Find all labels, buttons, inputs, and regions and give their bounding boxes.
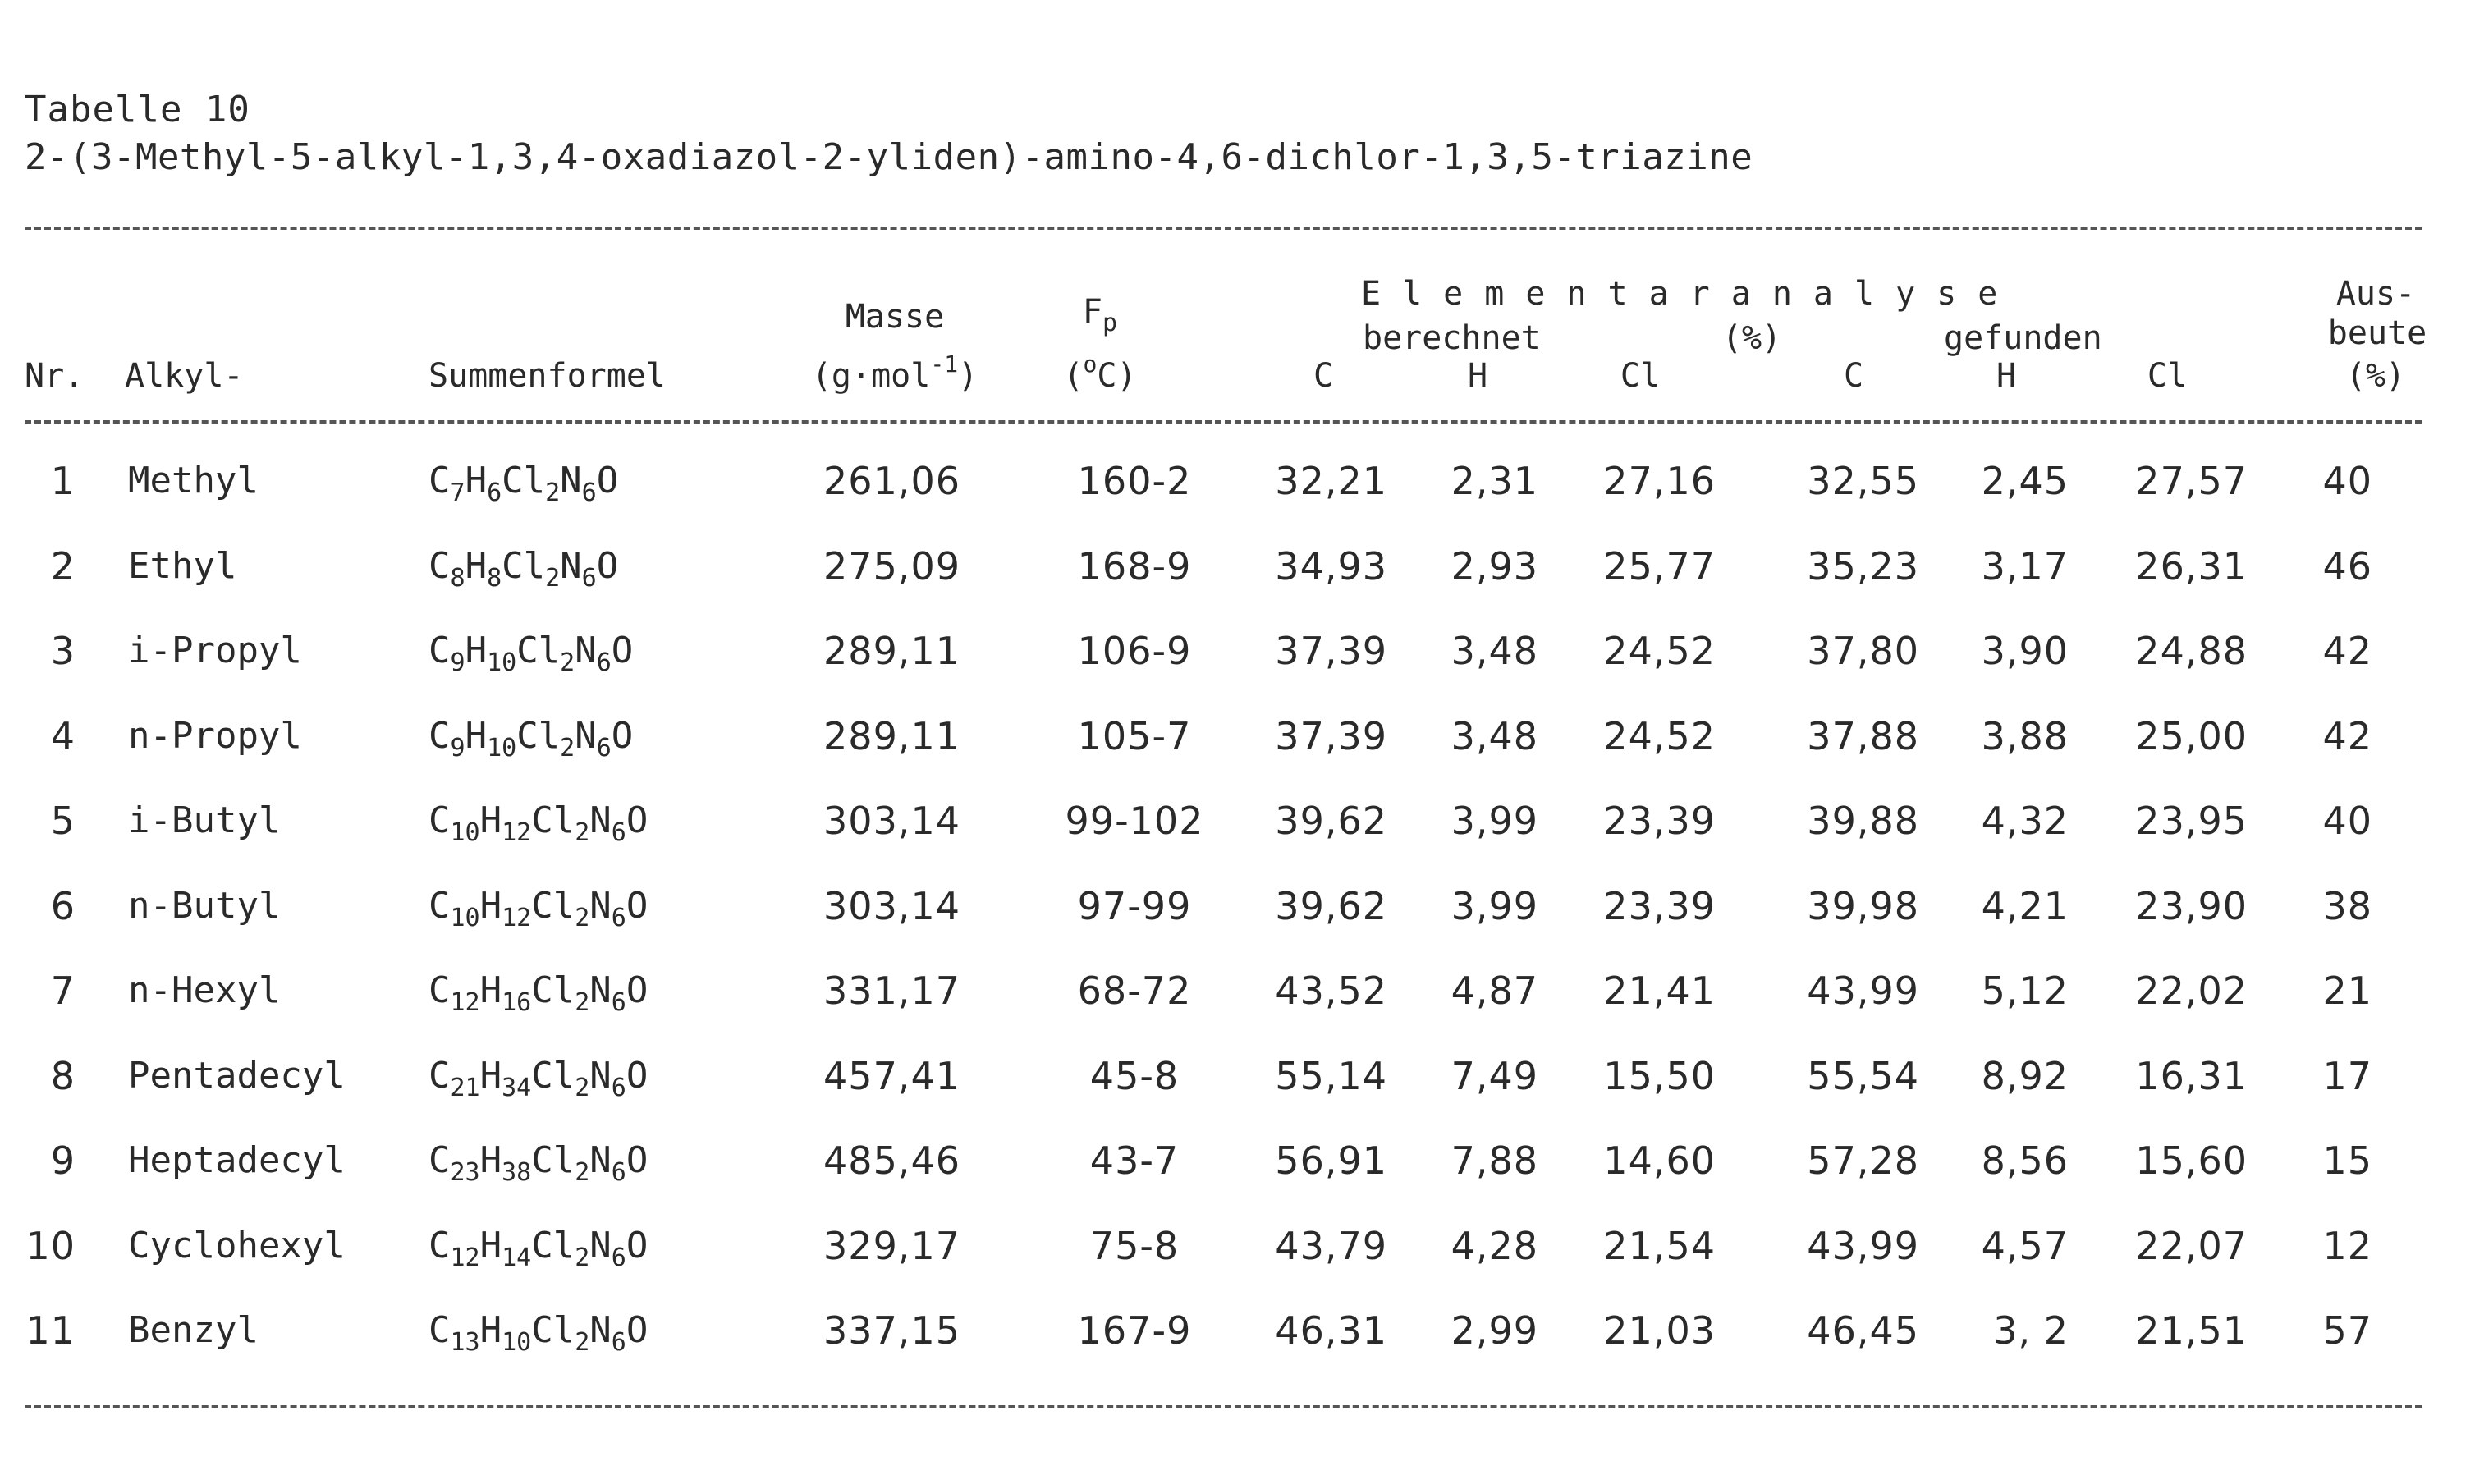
header-alkyl: Alkyl- [125, 357, 244, 395]
header-calc-cl: Cl [1620, 357, 1661, 395]
header-elementaranalyse: Elementaranalyse [1361, 275, 2019, 313]
row-masse: 289,11 [823, 713, 960, 758]
row-found-c: 46,45 [1807, 1308, 1919, 1353]
row-calc-h: 3,48 [1451, 713, 1538, 758]
header-fp-line1: $F_p$ [1082, 293, 1118, 337]
row-alkyl: Heptadecyl [128, 1139, 346, 1181]
row-calc-cl: 15,50 [1603, 1053, 1716, 1098]
row-found-cl: 21,51 [2135, 1308, 2248, 1353]
row-found-c: 39,98 [1807, 883, 1919, 928]
table-number: Tabelle 10 [25, 89, 250, 131]
row-found-cl: 22,07 [2135, 1223, 2248, 1268]
row-calc-c: 37,39 [1275, 629, 1387, 673]
header-masse-unit: (g·mol$^{-1}$) [811, 350, 978, 395]
row-found-c: 43,99 [1807, 969, 1919, 1013]
row-calc-c: 43,52 [1275, 969, 1387, 1013]
row-nr: 6 [50, 883, 76, 928]
row-calc-cl: 27,16 [1603, 459, 1716, 503]
header-found-cl: Cl [2147, 357, 2188, 395]
header-found-c: C [1843, 357, 1864, 395]
row-calc-h: 4,87 [1451, 969, 1538, 1013]
row-found-cl: 23,95 [2135, 799, 2248, 843]
row-calc-c: 55,14 [1275, 1053, 1387, 1098]
row-nr: 9 [50, 1138, 76, 1183]
row-found-h: 4,21 [1981, 883, 2069, 928]
row-masse: 329,17 [823, 1223, 960, 1268]
row-nr: 5 [50, 799, 76, 843]
bottom-rule [25, 1405, 2422, 1408]
row-calc-cl: 24,52 [1603, 713, 1716, 758]
row-calc-c: 34,93 [1275, 543, 1387, 589]
row-formula: $C_9H_{10}Cl_2N_6O$ [429, 630, 634, 677]
row-alkyl: Ethyl [128, 544, 237, 587]
header-formula: Summenformel [429, 357, 666, 395]
row-formula: $C_{10}H_{12}Cl_2N_6O$ [429, 799, 648, 847]
table-row [0, 1306, 2484, 1372]
row-nr: 8 [50, 1053, 76, 1098]
header-found-h: H [1996, 357, 2017, 395]
row-masse: 303,14 [823, 883, 960, 928]
row-alkyl: n-Hexyl [128, 969, 281, 1011]
row-calc-h: 7,88 [1451, 1138, 1538, 1183]
row-masse: 275,09 [823, 543, 960, 589]
row-masse: 331,17 [823, 969, 960, 1013]
row-masse: 261,06 [823, 459, 960, 503]
header-ausbeute-line1: Aus- [2335, 275, 2416, 313]
row-yield: 38 [2322, 883, 2372, 928]
row-masse: 303,14 [823, 799, 960, 843]
row-alkyl: Cyclohexyl [128, 1224, 346, 1266]
row-nr: 4 [50, 713, 76, 758]
row-fp: 168-9 [1077, 543, 1192, 589]
row-calc-c: 56,91 [1275, 1138, 1387, 1183]
header-masse-line1: Masse [845, 298, 945, 336]
row-formula: $C_9H_{10}Cl_2N_6O$ [429, 714, 634, 763]
row-calc-cl: 23,39 [1603, 883, 1716, 928]
row-fp: 45-8 [1089, 1053, 1180, 1098]
row-formula: $C_{13}H_{10}Cl_2N_6O$ [429, 1309, 648, 1357]
row-formula: $C_8H_8Cl_2N_6O$ [429, 544, 619, 593]
row-calc-c: 37,39 [1275, 713, 1387, 758]
row-fp: 105-7 [1077, 713, 1192, 758]
row-found-c: 39,88 [1807, 799, 1919, 843]
row-calc-c: 39,62 [1275, 799, 1387, 843]
header-calc-h: H [1467, 357, 1488, 395]
table-row [0, 796, 2484, 862]
table-row [0, 712, 2484, 777]
table-row [0, 1051, 2484, 1117]
row-found-h: 3, 2 [1993, 1308, 2069, 1353]
row-calc-h: 4,28 [1451, 1223, 1538, 1268]
row-yield: 15 [2322, 1138, 2372, 1183]
header-percent: (%) [1721, 319, 1782, 357]
row-fp: 106-9 [1077, 629, 1192, 673]
row-found-cl: 27,57 [2135, 459, 2248, 503]
row-alkyl: i-Propyl [128, 630, 302, 671]
header-ausbeute-line2: beute [2327, 314, 2427, 352]
row-fp: 160-2 [1077, 459, 1192, 503]
row-calc-cl: 14,60 [1603, 1138, 1716, 1183]
row-formula: $C_{21}H_{34}Cl_2N_6O$ [429, 1054, 648, 1102]
row-found-cl: 24,88 [2135, 629, 2248, 673]
table-row [0, 456, 2484, 522]
row-found-h: 3,17 [1981, 543, 2069, 589]
row-found-cl: 16,31 [2135, 1053, 2248, 1098]
row-calc-c: 32,21 [1275, 459, 1387, 503]
row-calc-cl: 25,77 [1603, 543, 1716, 589]
row-yield: 17 [2322, 1053, 2372, 1098]
table-row [0, 1221, 2484, 1287]
row-calc-h: 3,48 [1451, 629, 1538, 673]
row-calc-cl: 21,41 [1603, 969, 1716, 1013]
row-nr: 1 [50, 459, 76, 503]
row-found-h: 2,45 [1981, 459, 2069, 503]
row-calc-c: 46,31 [1275, 1308, 1387, 1353]
row-yield: 57 [2322, 1308, 2372, 1353]
row-yield: 42 [2322, 629, 2372, 673]
row-masse: 289,11 [823, 629, 960, 673]
row-found-c: 35,23 [1807, 543, 1919, 589]
row-calc-h: 2,99 [1451, 1308, 1538, 1353]
row-found-cl: 15,60 [2135, 1138, 2248, 1183]
row-calc-h: 3,99 [1451, 883, 1538, 928]
top-rule [25, 227, 2422, 230]
row-fp: 68-72 [1077, 969, 1192, 1013]
table-row [0, 542, 2484, 607]
row-fp: 99-102 [1065, 799, 1204, 843]
row-found-c: 57,28 [1807, 1138, 1919, 1183]
header-gefunden: gefunden [1944, 319, 2102, 357]
row-calc-cl: 24,52 [1603, 629, 1716, 673]
row-found-c: 37,88 [1807, 713, 1919, 758]
row-nr: 11 [25, 1308, 76, 1353]
row-masse: 337,15 [823, 1308, 960, 1353]
table-row [0, 1136, 2484, 1202]
row-alkyl: Benzyl [128, 1309, 259, 1351]
row-calc-cl: 21,03 [1603, 1308, 1716, 1353]
row-alkyl: Pentadecyl [128, 1054, 346, 1097]
row-formula: $C_{10}H_{12}Cl_2N_6O$ [429, 884, 648, 932]
row-fp: 167-9 [1077, 1308, 1192, 1353]
header-rule [25, 420, 2422, 424]
row-calc-cl: 23,39 [1603, 799, 1716, 843]
row-found-cl: 22,02 [2135, 969, 2248, 1013]
row-found-h: 4,57 [1981, 1223, 2069, 1268]
row-found-c: 55,54 [1807, 1053, 1919, 1098]
row-found-cl: 26,31 [2135, 543, 2248, 589]
header-calc-c: C [1313, 357, 1334, 395]
row-calc-h: 2,31 [1451, 459, 1538, 503]
row-nr: 7 [50, 969, 76, 1013]
header-ausbeute-line3: (%) [2345, 357, 2406, 395]
header-berechnet: berechnet [1363, 319, 1541, 357]
row-found-h: 3,90 [1981, 629, 2069, 673]
row-calc-h: 7,49 [1451, 1053, 1538, 1098]
row-fp: 75-8 [1089, 1223, 1180, 1268]
table-row [0, 626, 2484, 692]
table-row [0, 966, 2484, 1032]
row-found-h: 8,56 [1981, 1138, 2069, 1183]
row-yield: 40 [2322, 459, 2372, 503]
row-calc-c: 39,62 [1275, 883, 1387, 928]
row-fp: 43-7 [1089, 1138, 1180, 1183]
table-title: 2-(3-Methyl-5-alkyl-1,3,4-oxadiazol-2-yliden)-amino-4,6-dichlor-1,3,5-triazine [25, 136, 1753, 178]
row-found-c: 37,80 [1807, 629, 1919, 673]
row-found-h: 8,92 [1981, 1053, 2069, 1098]
row-yield: 46 [2322, 543, 2372, 589]
row-found-cl: 23,90 [2135, 883, 2248, 928]
row-alkyl: i-Butyl [128, 799, 281, 841]
header-fp-unit: ($^o$C) [1063, 350, 1137, 395]
row-calc-h: 2,93 [1451, 543, 1538, 589]
row-yield: 40 [2322, 799, 2372, 843]
row-yield: 21 [2322, 969, 2372, 1013]
row-found-h: 5,12 [1981, 969, 2069, 1013]
row-alkyl: Methyl [128, 460, 259, 502]
row-nr: 2 [50, 543, 76, 589]
row-found-c: 43,99 [1807, 1223, 1919, 1268]
row-calc-cl: 21,54 [1603, 1223, 1716, 1268]
row-calc-h: 3,99 [1451, 799, 1538, 843]
row-masse: 457,41 [823, 1053, 960, 1098]
row-nr: 3 [50, 629, 76, 673]
row-found-h: 4,32 [1981, 799, 2069, 843]
row-formula: $C_{12}H_{14}Cl_2N_6O$ [429, 1224, 648, 1272]
header-nr: Nr. [25, 357, 85, 395]
row-alkyl: n-Propyl [128, 714, 302, 757]
row-formula: $C_{12}H_{16}Cl_2N_6O$ [429, 969, 648, 1017]
row-alkyl: n-Butyl [128, 884, 281, 927]
row-nr: 10 [25, 1223, 76, 1268]
row-formula: $C_7H_6Cl_2N_6O$ [429, 460, 619, 507]
row-fp: 97-99 [1077, 883, 1192, 928]
row-found-c: 32,55 [1807, 459, 1919, 503]
row-yield: 42 [2322, 713, 2372, 758]
row-formula: $C_{23}H_{38}Cl_2N_6O$ [429, 1139, 648, 1187]
table-row [0, 882, 2484, 947]
row-found-h: 3,88 [1981, 713, 2069, 758]
row-yield: 12 [2322, 1223, 2372, 1268]
row-masse: 485,46 [823, 1138, 960, 1183]
row-found-cl: 25,00 [2135, 713, 2248, 758]
row-calc-c: 43,79 [1275, 1223, 1387, 1268]
